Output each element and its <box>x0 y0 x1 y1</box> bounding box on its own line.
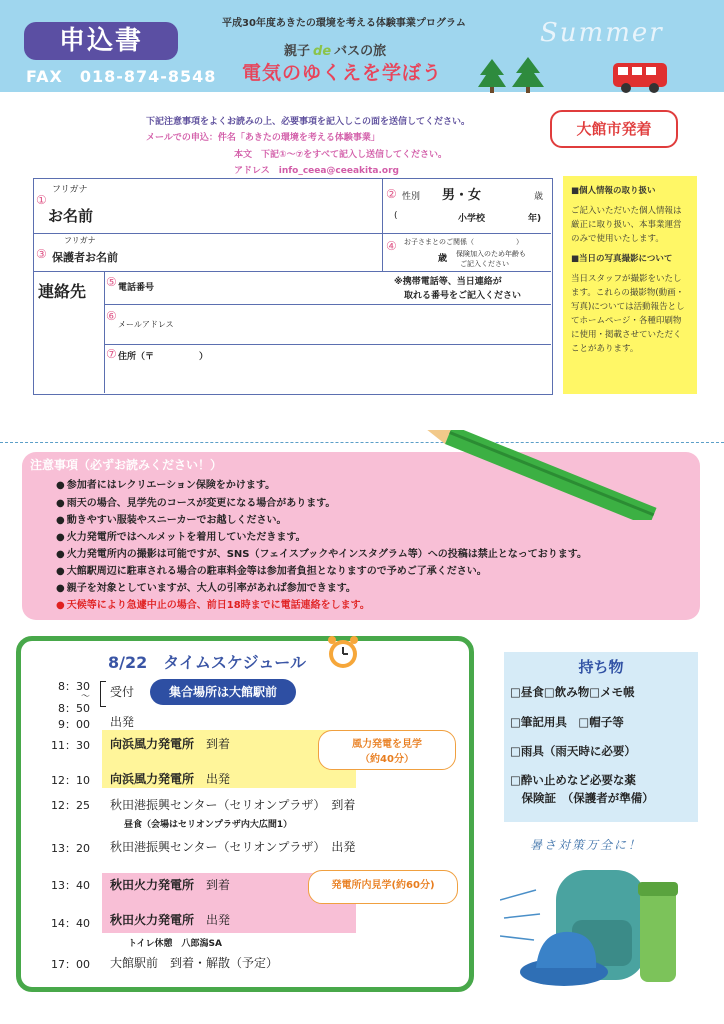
school-label: 小学校 <box>458 214 486 224</box>
event-place: 向浜風力発電所 <box>110 737 195 751</box>
contact-label: 連絡先 <box>38 282 87 301</box>
guardian-label: 保護者お名前 <box>52 251 118 264</box>
phone-note: 取れる番号をご記入ください <box>404 291 522 301</box>
caution-title: 注意事項（必ずお読みください！） <box>30 458 223 472</box>
time: 9：00 <box>58 718 90 731</box>
relation-label: お子さまとのご関係（ ） <box>404 238 523 246</box>
event-action: 到着 <box>206 878 231 892</box>
event-place: 秋田火力発電所 <box>110 913 195 927</box>
name-label: お名前 <box>48 207 94 225</box>
thermal-bubble: 発電所内見学(約60分) <box>308 870 458 904</box>
alarm-clock-icon <box>326 632 360 670</box>
event: 大館駅前 到着・解散（予定） <box>110 956 279 970</box>
field-number: ⑦ <box>106 347 117 361</box>
time: 13：40 <box>51 879 90 892</box>
photo-heading: ■当日の写真撮影について <box>571 254 673 264</box>
bus-icon <box>612 62 668 94</box>
guardian-field[interactable] <box>154 237 374 267</box>
time: 13：20 <box>51 842 90 855</box>
caution-item: ● 火力発電所ではヘルメットを着用していただきます。 <box>56 528 306 543</box>
furigana-label: フリガナ <box>64 236 96 245</box>
event: 受付 <box>110 685 135 699</box>
event-action: 出発 <box>206 772 231 786</box>
time: 11：30 <box>51 739 90 752</box>
event: 秋田港振興センター（セリオンプラザ） 到着 <box>110 798 356 812</box>
event: 出発 <box>110 715 135 729</box>
program-name: 平成30年度あきたの環境を考える体験事業プログラム <box>222 18 466 29</box>
email-field[interactable] <box>194 307 544 341</box>
time: 〜 <box>80 692 90 702</box>
school-open: ( <box>394 211 398 221</box>
application-form-badge: 申込書 <box>24 22 178 60</box>
event-action: 到着 <box>206 737 231 751</box>
name-field[interactable] <box>114 193 374 229</box>
privacy-heading: ■個人情報の取り扱い <box>571 186 656 196</box>
subtitle-part: 親子 <box>284 44 311 59</box>
caution-item: ● 親子を対象としていますが、大人の引率があれば参加できます。 <box>56 579 356 594</box>
pencil-icon <box>400 430 670 520</box>
subtitle <box>284 40 386 59</box>
departure-city: 大館市発着 <box>550 110 678 148</box>
event-place: 向浜風力発電所 <box>110 772 195 786</box>
time: 17：00 <box>51 958 90 971</box>
subtitle-part: バスの旅 <box>334 44 387 59</box>
belonging-item: □雨具（雨天時に必要） <box>510 744 636 758</box>
field-number: ⑥ <box>106 309 117 323</box>
grade-label: 年) <box>528 214 542 224</box>
caution-item-urgent: ● 天候等により急遽中止の場合、前日18時までに電話連絡をします。 <box>56 596 370 611</box>
intro-email: アドレス info_ceea@ceeakita.org <box>234 166 399 176</box>
field-number: ⑤ <box>106 275 117 289</box>
field-number: ② <box>386 187 397 201</box>
time: 14：40 <box>51 917 90 930</box>
intro-line: メールでの申込：件名「あきたの環境を考える体験事業」 <box>146 133 380 143</box>
furigana-label: フリガナ <box>52 185 88 195</box>
gender-options[interactable]: 男・女 <box>442 188 482 203</box>
phone-label: 電話番号 <box>118 283 155 293</box>
bubble-text: 風力発電を見学 <box>352 739 422 750</box>
application-form <box>33 178 553 395</box>
time: 12：25 <box>51 799 90 812</box>
caution-item: ● 参加者にはレクリエーション保険をかけます。 <box>56 476 275 491</box>
event <box>110 876 230 893</box>
intro-line: 本文 下記①〜⑦をすべて記入し送信してください。 <box>234 150 448 160</box>
event <box>110 911 230 928</box>
intro-line: 下記注意事項をよくお読みの上、必要事項を記入しこの面を送信してください。 <box>146 117 471 127</box>
belonging-item: 保険証 （保護者が準備） <box>510 791 654 805</box>
belongings-title: 持ち物 <box>578 658 624 676</box>
email-label: メールアドレス <box>118 320 174 329</box>
time: 8：30 <box>58 680 90 693</box>
insurance-age: 歳 <box>438 254 448 264</box>
caution-item: ● 大館駅周辺に駐車される場合の駐車料金等は参加者負担となりますので予めご了承ください。 <box>56 562 487 577</box>
caution-item: ● 火力発電所内の撮影は可能ですが、SNS（フェイスブックやインスタグラム等）への投稿は禁止となっております。 <box>56 545 587 560</box>
insurance-note: ご記入ください <box>460 260 509 268</box>
heat-caution: 暑さ対策万全に！ <box>530 838 643 852</box>
field-number: ③ <box>36 247 47 261</box>
event: 秋田港振興センター（セリオンプラザ） 出発 <box>110 840 356 854</box>
fax-number: FAX 018-874-8548 <box>26 67 217 86</box>
belonging-item: □筆記用具 □帽子等 <box>510 715 624 729</box>
lunch-note: 昼食（会場はセリオンプラザ内大広間1） <box>124 820 293 830</box>
age-label: 歳 <box>534 192 544 202</box>
rest-note: トイレ休憩 八郎潟SA <box>128 939 222 949</box>
wind-bubble <box>318 730 456 770</box>
tree-icon <box>478 55 552 95</box>
event-place: 秋田火力発電所 <box>110 878 195 892</box>
field-number: ④ <box>386 239 397 253</box>
event-action: 出発 <box>206 913 231 927</box>
privacy-text: ご記入いただいた個人情報は厳正に取り扱い、本事業運営のみで使用いたします。 <box>571 206 682 244</box>
phone-note: ※携帯電話等、当日連絡が <box>394 277 502 287</box>
belonging-item: □酔い止めなど必要な薬 <box>510 773 636 787</box>
event <box>110 735 230 752</box>
gender-label: 性別 <box>402 192 421 202</box>
belonging-item: □昼食□飲み物□メモ帳 <box>510 685 635 699</box>
address-label: 住所（〒 ） <box>118 352 209 362</box>
subtitle-de: de <box>313 44 332 59</box>
time: 12：10 <box>51 774 90 787</box>
privacy-notice <box>563 176 697 394</box>
time: 8：50 <box>58 702 90 715</box>
caution-item: ● 雨天の場合、見学先のコースが変更になる場合があります。 <box>56 494 335 509</box>
field-number: ① <box>36 193 47 207</box>
summer-text: Summer <box>540 18 664 48</box>
main-title: 電気のゆくえを学ぼう <box>242 62 443 84</box>
caution-item: ● 動きやすい服装やスニーカーでお越しください。 <box>56 511 287 526</box>
event <box>110 770 230 787</box>
bracket <box>100 681 106 707</box>
bubble-text: （約40分） <box>360 754 414 765</box>
address-field[interactable] <box>118 363 544 389</box>
meeting-point: 集合場所は大館駅前 <box>150 679 296 705</box>
schedule-title: 8/22 タイムスケジュール <box>108 653 306 672</box>
photo-text: 当日スタッフが撮影をいたします。これらの撮影物(動画・写真)については活動報告としてホームページ・各種印刷物に使用・掲載させていただくことがあります。 <box>571 274 685 354</box>
backpack-hat-bottle-icon <box>500 860 700 1010</box>
insurance-note: 保険加入のため年齢も <box>456 250 526 258</box>
